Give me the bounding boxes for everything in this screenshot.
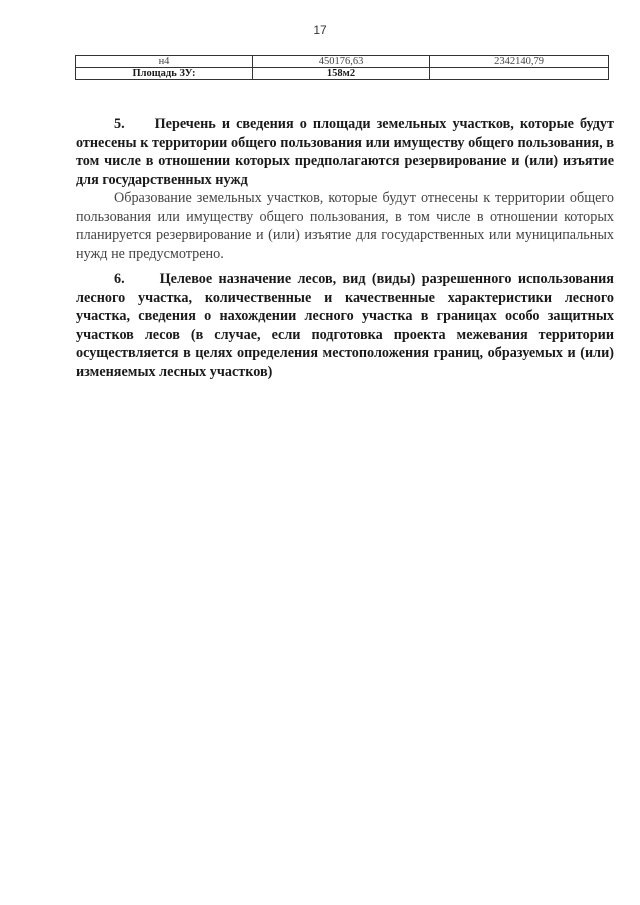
section-6	[76, 270, 614, 381]
section-5-number: 5.	[114, 116, 125, 132]
point-name-cell: н4	[76, 56, 253, 68]
page-number: 17	[313, 23, 327, 37]
section-6-number: 6.	[114, 271, 125, 287]
area-total-row	[76, 68, 609, 80]
x-coordinate-cell: 450176,63	[253, 56, 430, 68]
y-coordinate-cell: 2342140,79	[430, 56, 609, 68]
area-empty-cell	[430, 68, 609, 80]
section-6-heading-text: Целевое назначение лесов, вид (виды) разрешенного использования лесного участка, количественные и качественные характеристики лесного участка, сведения о нахождении лесного участка в границах особо защитных участков лесов (в случае, если подготовка проекта межевания территории осуществляется в целях определения местоположения границ, образуемых и (или) изменяемых лесных участков)	[76, 271, 614, 380]
table-row	[76, 56, 609, 68]
area-value-cell: 158м2	[253, 68, 430, 80]
section-5-heading-text: Перечень и сведения о площади земельных участков, которые будут отнесены к территории общего пользования или имуществу общего пользования, в том числе в отношении которых предполагаются резервирование и (или) изъятие для государственных нужд	[76, 116, 614, 188]
section-5-heading	[76, 115, 614, 189]
section-5-body: Образование земельных участков, которые будут отнесены к территории общего пользования или имуществу общего пользования, в том числе в отношении которых планируется резервирование и (или) изъятие для государственных или муниципальных нужд не предусмотрено.	[76, 190, 614, 262]
area-label-cell: Площадь ЗУ:	[76, 68, 253, 80]
coordinates-table	[75, 55, 609, 80]
section-6-heading	[76, 270, 614, 381]
section-5	[76, 115, 614, 263]
